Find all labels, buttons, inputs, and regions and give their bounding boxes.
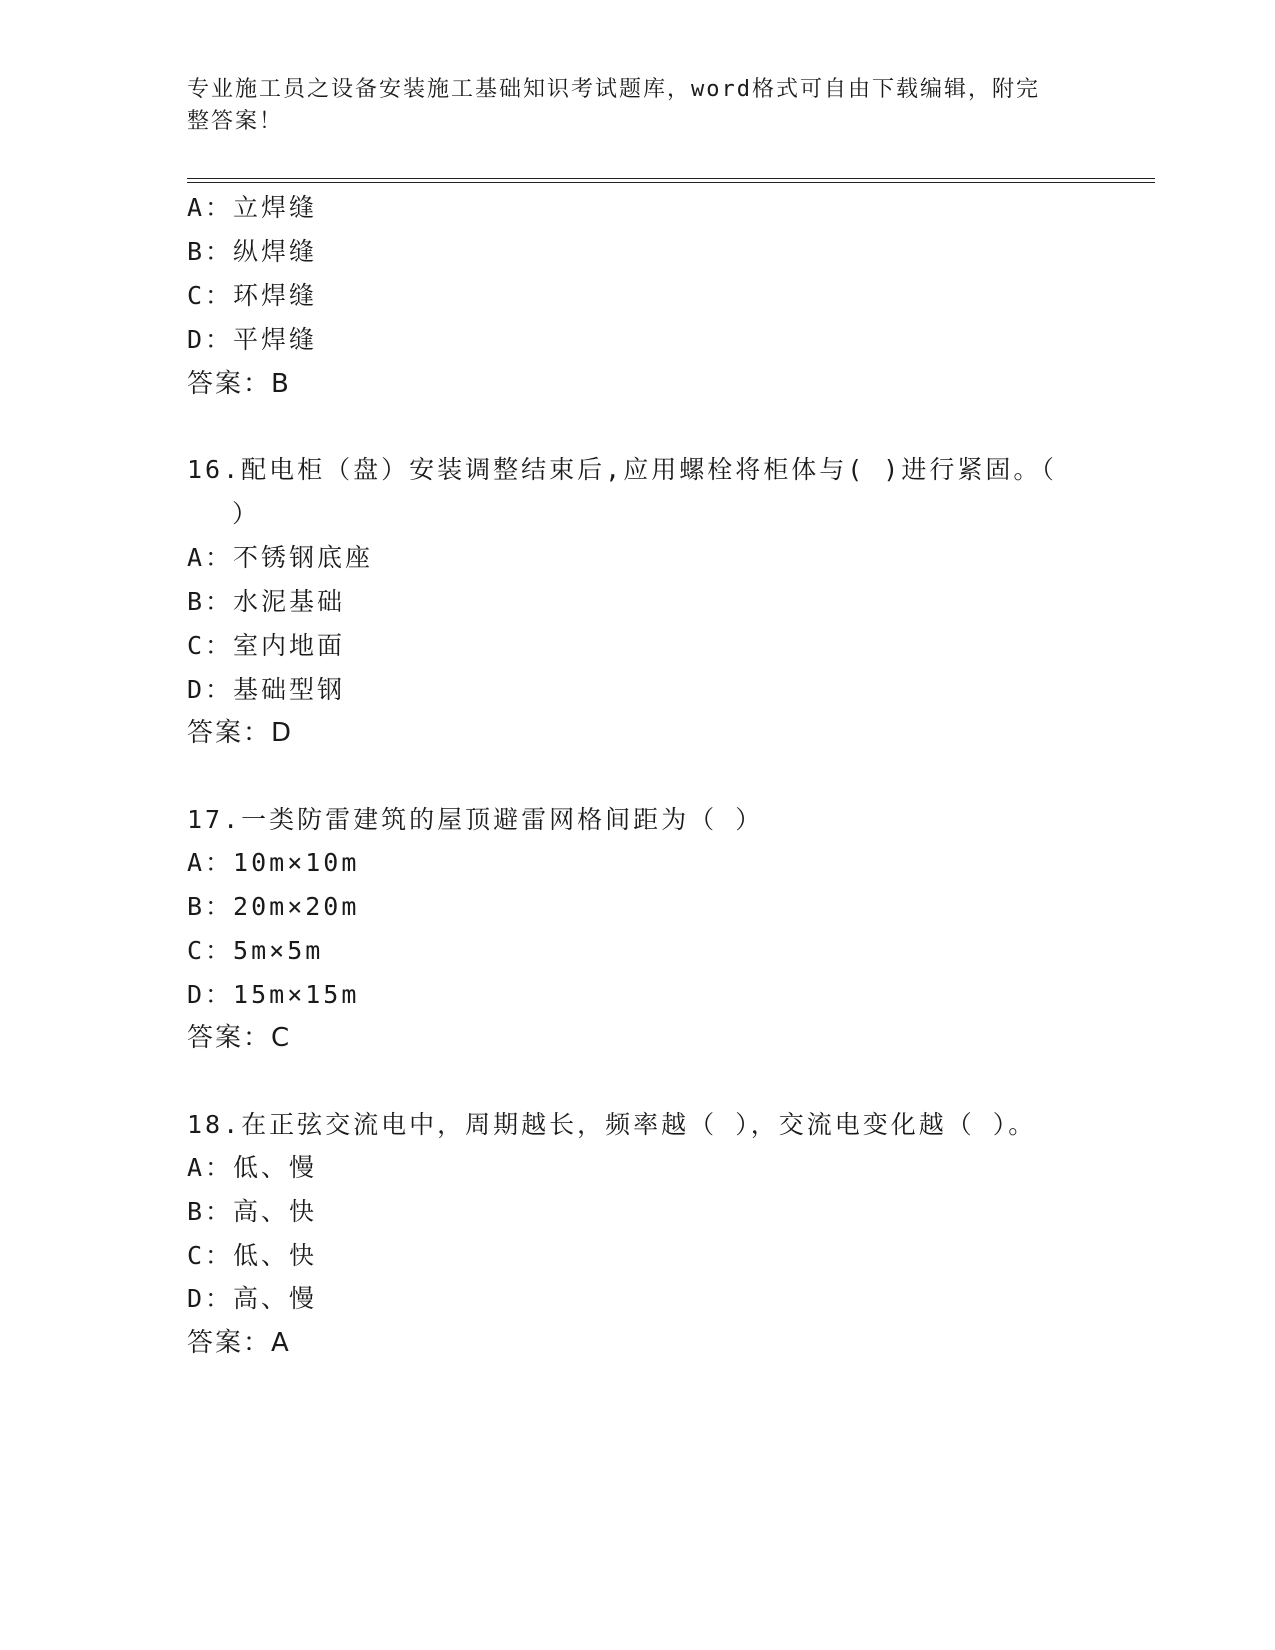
option-c: C：环焊缝	[187, 281, 318, 310]
option-a: A：立焊缝	[187, 193, 318, 222]
header-divider	[187, 178, 1155, 183]
question-stem-continued: ）	[232, 499, 261, 528]
document-header	[187, 74, 1067, 138]
question-stem: 17.一类防雷建筑的屋顶避雷网格间距为（ ）	[187, 805, 764, 834]
answer-line: 答案：D	[187, 718, 294, 748]
header-line-2: 整答案！	[187, 109, 284, 134]
answer-line: 答案：B	[187, 369, 291, 399]
option-b: B：水泥基础	[187, 587, 346, 616]
option-d: D：高、慢	[187, 1284, 318, 1313]
option-b: B：纵焊缝	[187, 237, 318, 266]
option-a: A：不锈钢底座	[187, 543, 374, 572]
option-c: C：低、快	[187, 1241, 318, 1270]
question-stem: 18.在正弦交流电中，周期越长，频率越（ ），交流电变化越（ ）。	[187, 1110, 1037, 1139]
answer-line: 答案：A	[187, 1328, 291, 1358]
option-d: D：15m×15m	[187, 980, 360, 1009]
option-b: B：20m×20m	[187, 892, 360, 921]
option-c: C：室内地面	[187, 631, 346, 660]
option-d: D：平焊缝	[187, 325, 318, 354]
option-c: C：5m×5m	[187, 936, 324, 965]
option-b: B：高、快	[187, 1197, 318, 1226]
option-d: D：基础型钢	[187, 675, 346, 704]
header-line-1: 专业施工员之设备安装施工基础知识考试题库，word格式可自由下载编辑，附完	[187, 77, 1040, 102]
option-a: A：低、慢	[187, 1153, 318, 1182]
answer-line: 答案：C	[187, 1023, 292, 1053]
question-stem: 16.配电柜（盘）安装调整结束后,应用螺栓将柜体与( )进行紧固。（	[187, 455, 1057, 484]
option-a: A：10m×10m	[187, 848, 360, 877]
